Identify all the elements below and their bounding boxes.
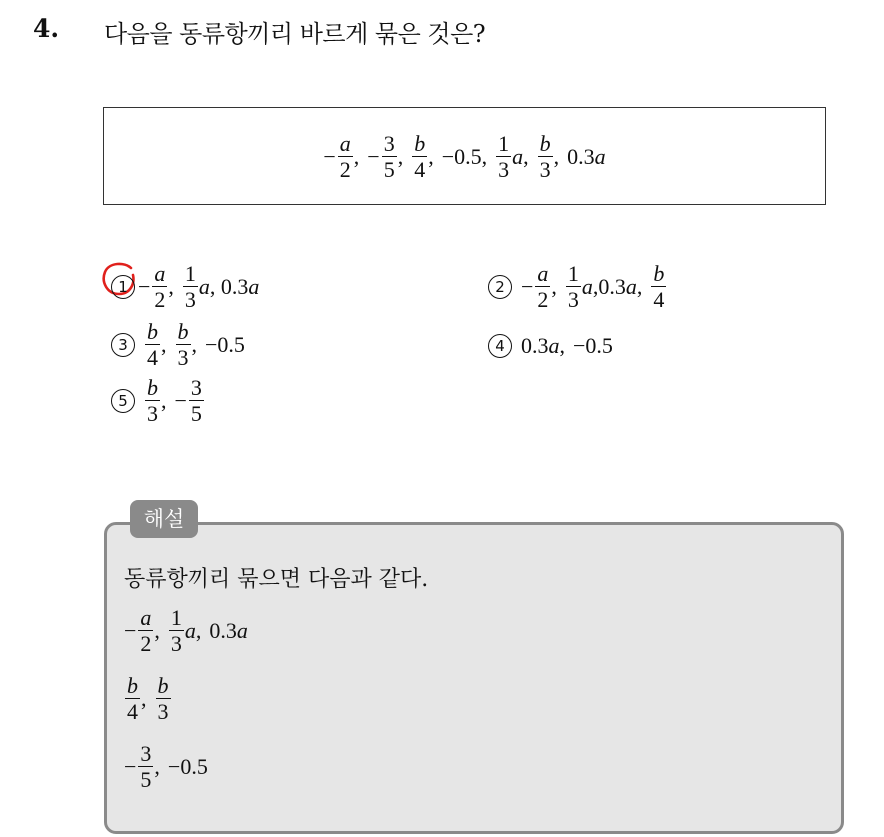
choice-5[interactable]: 5 $\frac{b}{3}$ , − $\frac{3}{5}$ [111, 376, 205, 425]
choice-4[interactable]: 4 0.3 a , −0.5 [488, 333, 613, 359]
term-1-over-3: $\frac{1}{3}$ [498, 131, 510, 183]
term-neg-0-5: −0.5 [441, 143, 482, 169]
choice-3-marker: 3 [111, 333, 135, 357]
choice-2[interactable]: 2 − $\frac{a}{2}$ , $\frac{1}{3}$ a , 0.3 a , $\frac{b}{4}$ [488, 262, 667, 311]
choice-4-marker: 4 [488, 334, 512, 358]
solution-group-1: − $\frac{a}{2}$ , $\frac{1}{3}$ a , 0.3 a [124, 605, 248, 657]
solution-intro: 동류항끼리 묶으면 다음과 같다. [124, 567, 429, 592]
question-text: 다음을 동류항끼리 바르게 묶은 것은? [104, 20, 486, 48]
question-number: 4. [33, 14, 60, 43]
term-b-over-4: $\frac{b}{4}$ [414, 131, 426, 183]
choice-2-marker: 2 [488, 275, 512, 299]
term-b-over-3: $\frac{b}{3}$ [539, 131, 551, 183]
choice-5-marker: 5 [111, 389, 135, 413]
term-3-over-5: $\frac{3}{5}$ [383, 131, 395, 183]
choice-3[interactable]: 3 $\frac{b}{4}$ , $\frac{b}{3}$ , −0.5 [111, 320, 245, 369]
choice-1-marker: 1 [111, 275, 135, 299]
solution-group-3: − $\frac{3}{5}$ , −0.5 [124, 741, 208, 793]
choice-1[interactable]: 1 − $\frac{a}{2}$ , $\frac{1}{3}$ a , 0.3 a [111, 262, 259, 311]
expression-box [103, 107, 826, 205]
solution-tab-label: 해설 [130, 500, 198, 538]
solution-group-2: $\frac{b}{4}$ , $\frac{b}{3}$ [127, 673, 169, 725]
term-0-3a: 0.3a [567, 143, 606, 169]
expression-row: − $\frac{a}{2}$ , − $\frac{3}{5}$ , $\frac{b}{4}$ , −0.5 , $\frac{1}{3}$ a , $\frac{b}{3}$ , 0.3a [323, 131, 606, 183]
term-a-over-2: $\frac{a}{2}$ [339, 131, 351, 183]
